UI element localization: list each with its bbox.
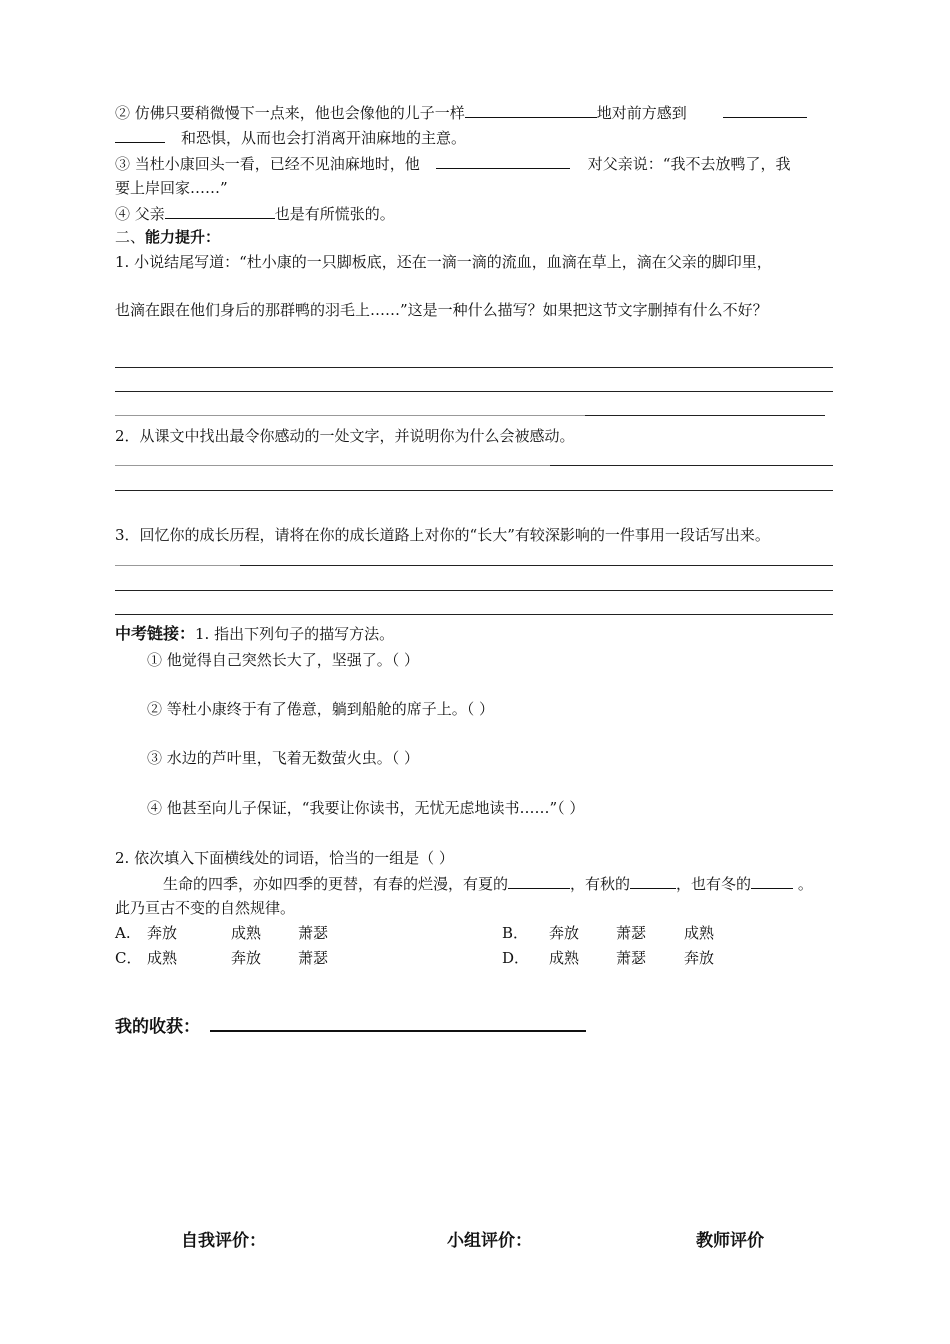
zhongkao-q1: 1. 指出下列句子的描写方法。 (195, 625, 395, 643)
text: ④ 父亲 (115, 205, 165, 223)
option-c-word: 奔放 (231, 949, 262, 967)
answer-line[interactable] (115, 614, 833, 615)
answer-line[interactable] (115, 590, 833, 591)
zhongkao-q2-text (163, 873, 813, 894)
zhongkao-item: ② 等杜小康终于有了倦意，躺到船舱的席子上。（ ） (147, 700, 495, 718)
blank-field[interactable] (165, 203, 275, 219)
question-3: 3．回忆你的成长历程，请将在你的成长道路上对你的“长大”有较深影响的一件事用一段话写出来。 (115, 526, 770, 544)
zhongkao-q2-text-cont: 此乃亘古不变的自然规律。 (115, 899, 296, 917)
option-a-word: 奔放 (147, 924, 178, 942)
question-2: 2．从课文中找出最令你感动的一处文字，并说明你为什么会被感动。 (115, 427, 575, 445)
blank-field[interactable] (465, 102, 597, 118)
harvest-row (115, 1012, 586, 1039)
fill-line-2 (115, 102, 807, 123)
option-d-label[interactable]: D． (502, 949, 530, 967)
option-c-word: 成熟 (147, 949, 178, 967)
fill-line-2-cont (115, 127, 466, 148)
option-a-label[interactable]: A. (115, 924, 131, 942)
option-d-word: 成熟 (549, 949, 580, 967)
self-evaluation: 自我评价： (181, 1231, 266, 1251)
answer-line[interactable] (550, 465, 833, 466)
heading-title: 能力提升： (145, 228, 221, 246)
answer-line[interactable] (115, 565, 240, 566)
option-c-word: 萧瑟 (298, 949, 329, 967)
section-heading (115, 227, 220, 247)
zhongkao-item: ④ 他甚至向儿子保证，“我要让你读书，无忧无虑地读书……”（ ） (147, 799, 585, 817)
fill-line-4 (115, 203, 395, 224)
answer-line[interactable] (115, 391, 833, 392)
zhongkao-label: 中考链接： (115, 624, 196, 643)
text: ，有秋的 (570, 875, 631, 893)
text: ，也有冬的 (676, 875, 752, 893)
option-b-word: 萧瑟 (616, 924, 647, 942)
option-b-word: 奔放 (549, 924, 580, 942)
option-c-label[interactable]: C． (115, 949, 142, 967)
text: 地对前方感到 (596, 104, 687, 122)
blank-field[interactable] (436, 153, 570, 169)
zhongkao-item: ① 他觉得自己突然长大了，坚强了。（ ） (147, 651, 420, 669)
zhongkao-item: ③ 水边的芦叶里，飞着无数萤火虫。（ ） (147, 749, 420, 767)
answer-line[interactable] (115, 367, 833, 368)
text: 和恐惧，从而也会打消离开油麻地的主意。 (181, 129, 467, 147)
harvest-input[interactable] (210, 1012, 586, 1032)
blank-field[interactable] (751, 873, 793, 889)
option-a-word: 成熟 (231, 924, 262, 942)
text: ② 仿佛只要稍微慢下一点来，他也会像他的儿子一样 (115, 104, 465, 122)
text: 。 (793, 875, 813, 893)
answer-line[interactable] (240, 565, 833, 566)
blank-field[interactable] (115, 127, 165, 143)
answer-line[interactable] (115, 490, 833, 491)
teacher-evaluation: 教师评价 (696, 1231, 764, 1251)
blank-field[interactable] (630, 873, 676, 889)
fill-line-3-cont: 要上岸回家……” (115, 179, 228, 197)
harvest-label: 我的收获： (115, 1017, 200, 1037)
group-evaluation: 小组评价： (447, 1231, 532, 1251)
fill-line-3 (115, 153, 790, 174)
answer-line[interactable] (585, 415, 825, 416)
option-a-word: 萧瑟 (298, 924, 329, 942)
question-1-line-1: 1. 小说结尾写道：“杜小康的一只脚板底，还在一滴一滴的流血，血滴在草上，滴在父亲的脚印里， (115, 253, 772, 271)
question-1-line-2: 也滴在跟在他们身后的那群鸭的羽毛上……”这是一种什么描写？如果把这节文字删掉有什么不好？ (115, 301, 768, 319)
option-d-word: 萧瑟 (616, 949, 647, 967)
text: ③ 当杜小康回头一看，已经不见油麻地时，他 (115, 155, 420, 173)
zhongkao-q2: 2. 依次填入下面横线处的词语，恰当的一组是（ ） (115, 849, 454, 867)
option-b-word: 成熟 (684, 924, 715, 942)
answer-line[interactable] (115, 465, 550, 466)
answer-line[interactable] (115, 415, 585, 416)
text: 也是有所慌张的。 (274, 205, 395, 223)
option-b-label[interactable]: B． (502, 924, 529, 942)
zhongkao-heading (115, 624, 394, 644)
text: 对父亲说：“我不去放鸭了，我 (587, 155, 791, 173)
blank-field[interactable] (723, 102, 807, 118)
text: 生命的四季，亦如四季的更替，有春的烂漫，有夏的 (163, 875, 509, 893)
option-d-word: 奔放 (684, 949, 715, 967)
blank-field[interactable] (508, 873, 570, 889)
heading-prefix: 二、 (115, 228, 146, 246)
